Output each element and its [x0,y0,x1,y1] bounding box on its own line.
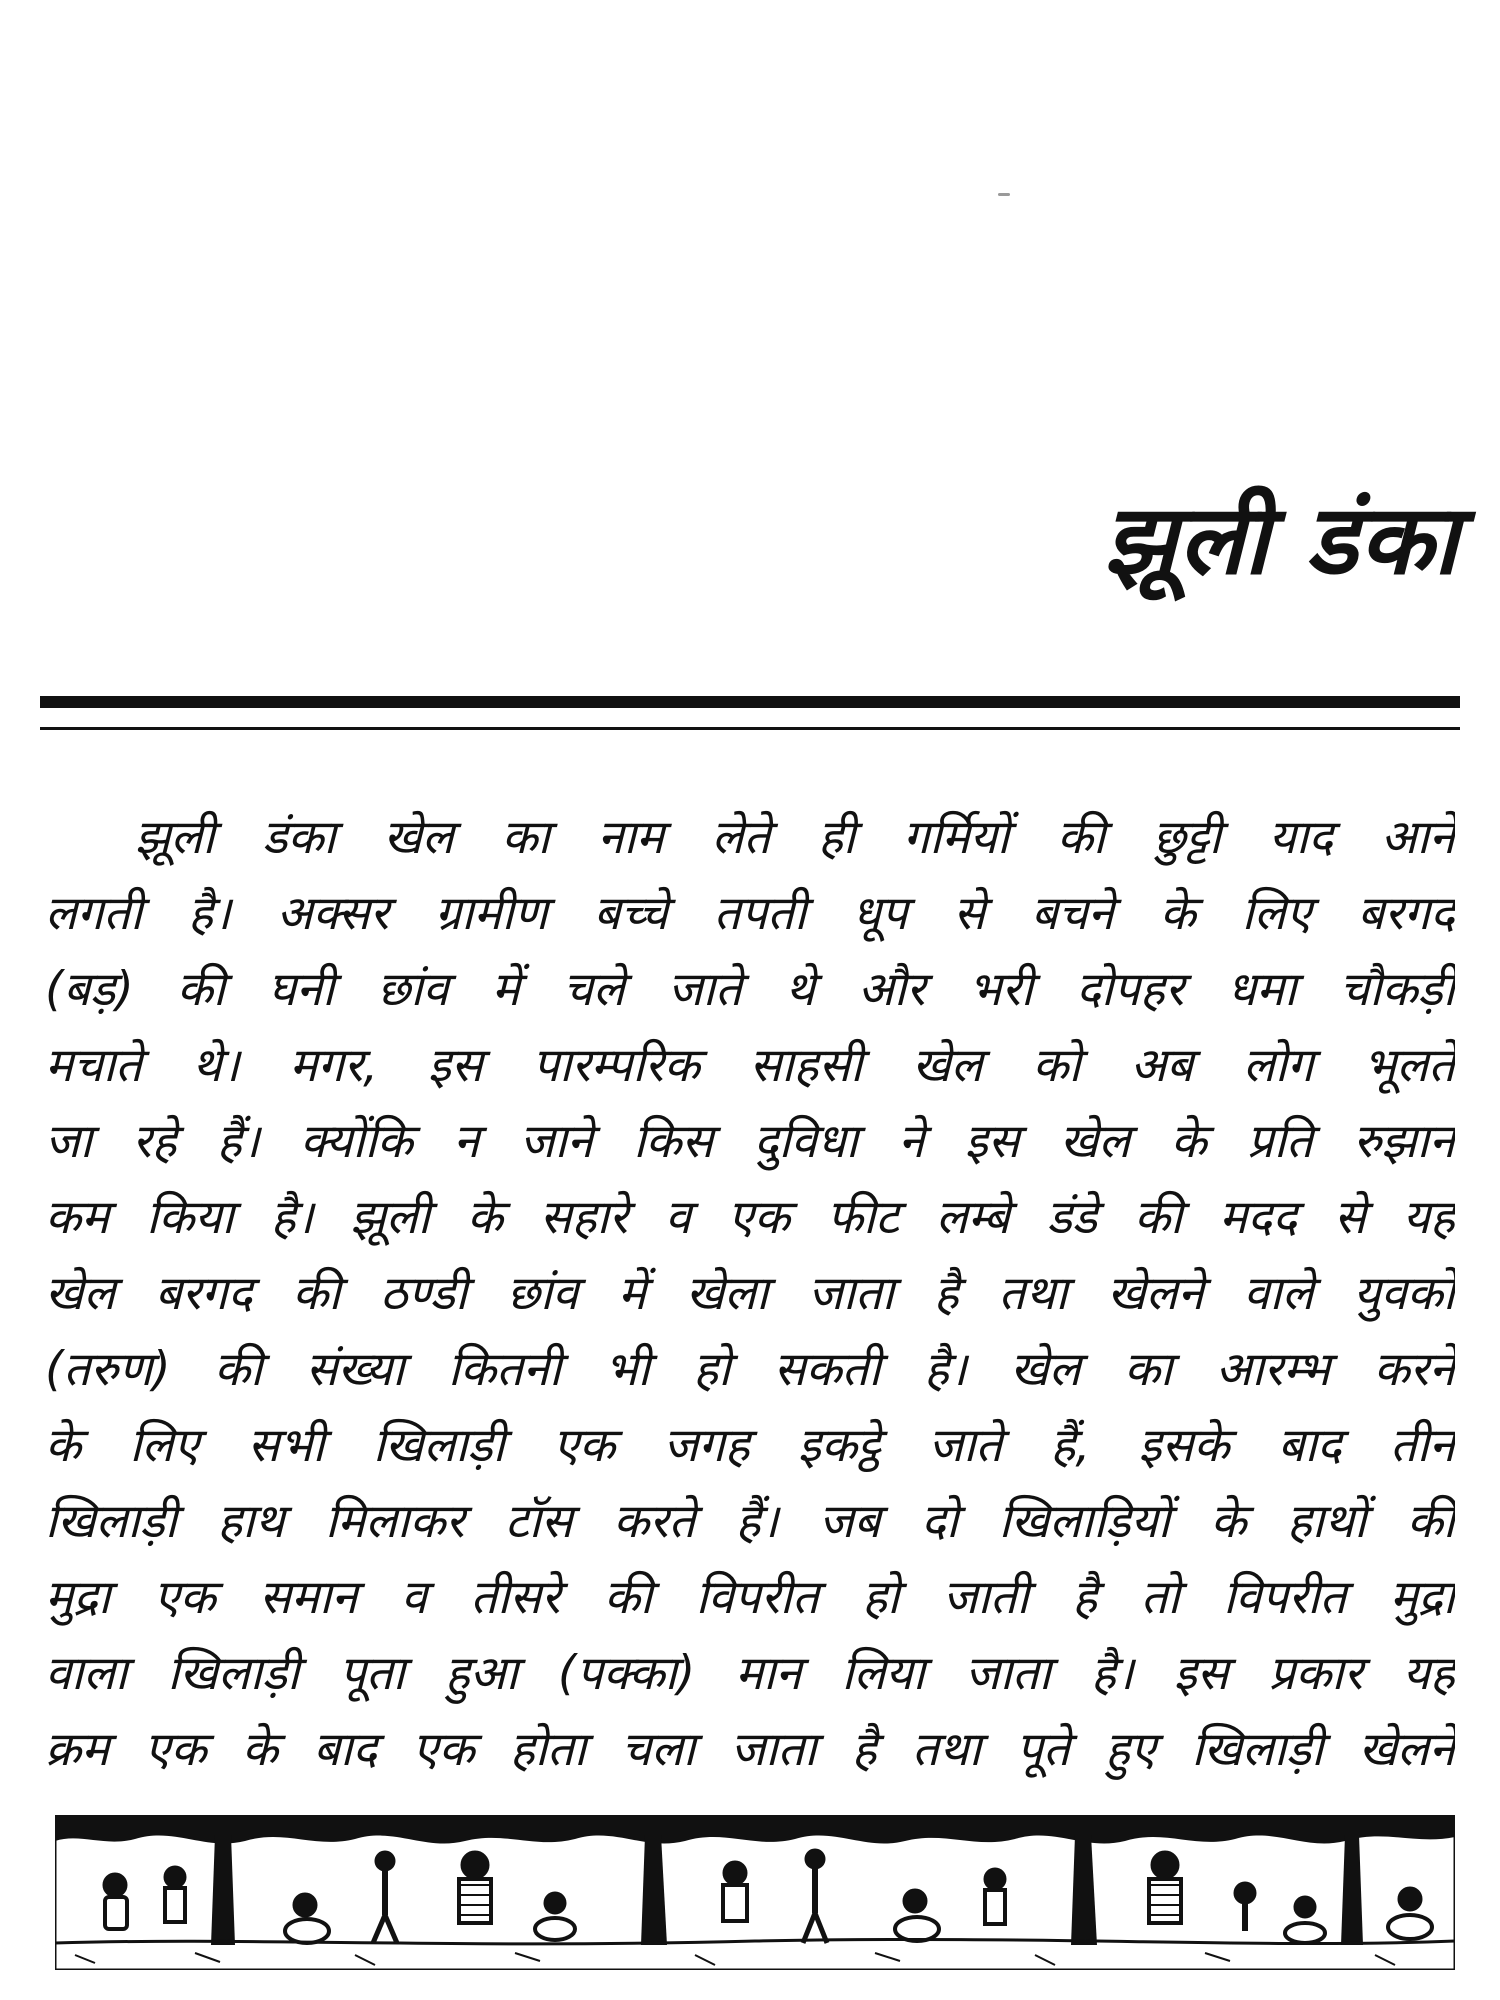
title-rule-thin [40,727,1460,730]
paragraph-line: वाला खिलाड़ी पूता हुआ (पक्का) मान लिया जाता है। इस प्रकार यह [45,1646,1455,1701]
page-title: झूली डंका [1104,484,1460,596]
paragraph-line: झूली डंका खेल का नाम लेते ही गर्मियों की छुट्टी याद आने [135,810,1455,865]
paragraph-line: लगती है। अक्सर ग्रामीण बच्चे तपती धूप से बचने के लिए बरगद [45,886,1455,941]
paragraph-line: (बड़) की घनी छांव में चले जाते थे और भरी दोपहर धमा चौकड़ी [45,962,1455,1017]
title-rule-thick [40,696,1460,708]
paragraph-line: जा रहे हैं। क्योंकि न जाने किस दुविधा ने इस खेल के प्रति रुझान [45,1114,1455,1169]
paragraph-line: (तरुण) की संख्या कितनी भी हो सकती है। खेल का आरम्भ करने [45,1342,1455,1397]
paragraph-line: क्रम एक के बाद एक होता चला जाता है तथा पूते हुए खिलाड़ी खेलने [45,1722,1455,1777]
paragraph-line: कम किया है। झूली के सहारे व एक फीट लम्बे डंडे की मदद से यह [45,1190,1455,1245]
body-paragraph [45,800,1455,1788]
paragraph-line: खेल बरगद की ठण्डी छांव में खेला जाता है तथा खेलने वाले युवकों [45,1266,1455,1321]
paragraph-line: के लिए सभी खिलाड़ी एक जगह इकट्ठे जाते हैं, इसके बाद तीन [45,1418,1455,1473]
paragraph-line: मुद्रा एक समान व तीसरे की विपरीत हो जाती है तो विपरीत मुद्रा [45,1570,1455,1625]
paragraph-line: मचाते थे। मगर, इस पारम्परिक साहसी खेल को अब लोग भूलते [45,1038,1455,1093]
paragraph-line: खिलाड़ी हाथ मिलाकर टॉस करते हैं। जब दो खिलाड़ियों के हाथों की [45,1494,1455,1549]
scan-speck [998,193,1010,196]
children-playing-illustration [55,1815,1455,1970]
